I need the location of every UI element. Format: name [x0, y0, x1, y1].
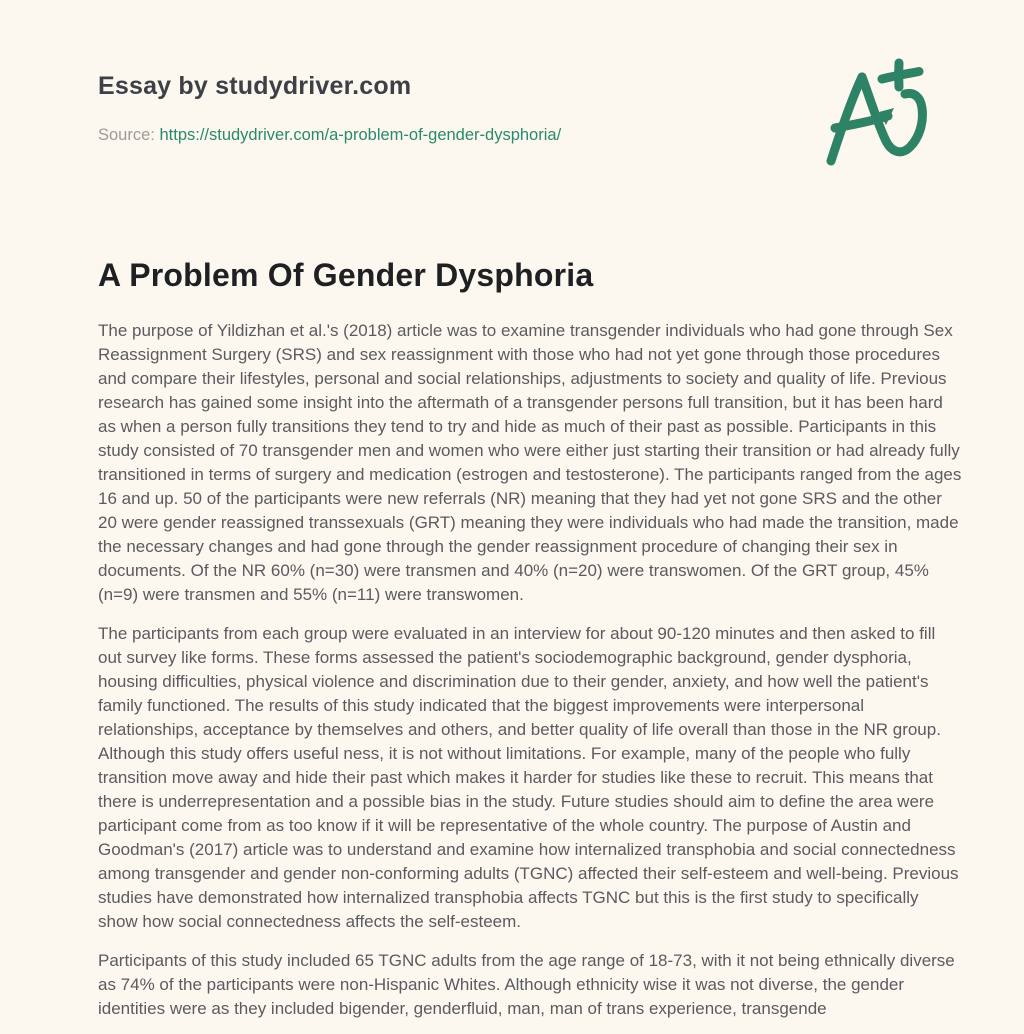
- essay-paragraph-3: Participants of this study included 65 TGNC adults from the age range of 18-73, with it not being ethnically diverse as 74% of the participants were non-Hispanic Whites. Although ethnicity wise it was not diverse, the gender identities were as they included bigender, genderfluid, man, man of trans experience, transgende: [98, 950, 955, 1018]
- a-plus-grade-logo-icon: [824, 56, 966, 182]
- essay-body: [98, 319, 962, 1021]
- essay-title: A Problem Of Gender Dysphoria: [98, 256, 594, 293]
- source-label: Source:: [98, 125, 155, 144]
- essay-paragraph-1: The purpose of Yildizhan et al.'s (2018) article was to examine transgender individuals who had gone through Sex Reassignment Surgery (SRS) and sex reassignment with those who had not yet gone through those procedures and compare their lifestyles, personal and social relationships, adjustments to society and quality of life. Previous research has gained some insight into the aftermath of a transgender persons full transition, but it has been hard as when a person fully transitions they tend to try and hide as much of their past as possible. Participants in this study consisted of 70 transgender men and women who were either just starting their transition or had already fully transitioned in terms of surgery and medication (estrogen and testosterone). The participants ranged from the ages 16 and up. 50 of the participants were new referrals (NR) meaning that they had yet not gone SRS and the other 20 were gender reassigned transsexuals (GRT) meaning they were individuals who had made the transition, made the necessary changes and had gone through the gender reassignment procedure of changing their sex in documents. Of the NR 60% (n=30) were transmen and 40% (n=20) were transwomen. Of the GRT group, 45% (n=9) were transmen and 55% (n=11) were transwomen.: [98, 320, 962, 604]
- source-link[interactable]: https://studydriver.com/a-problem-of-gender-dysphoria/: [159, 125, 562, 144]
- essay-paragraph-2: The participants from each group were evaluated in an interview for about 90-120 minutes and then asked to fill out survey like forms. These forms assessed the patient's sociodemographic background, gender dysphoria, housing difficulties, physical violence and discrimination due to their gender, anxiety, and how well the patient's family functioned. The results of this study indicated that the biggest improvements were interpersonal relationships, acceptance by themselves and others, and better quality of life overall than those in the NR group. Although this study offers useful ness, it is not without limitations. For example, many of the people who fully transition move away and hide their past which makes it harder for studies like these to recruit. This means that there is underrepresentation and a possible bias in the study. Future studies should aim to define the area were participant come from as too know if it will be representative of the whole country. The purpose of Austin and Goodman's (2017) article was to understand and examine how internalized transphobia and social connectedness among transgender and gender non-conforming adults (TGNC) affected their self-esteem and well-being. Previous studies have demonstrated how internalized transphobia affects TGNC but this is the first study to specifically show how social connectedness affects the self-esteem.: [98, 623, 959, 931]
- page-header-title: Essay by studydriver.com: [98, 72, 412, 100]
